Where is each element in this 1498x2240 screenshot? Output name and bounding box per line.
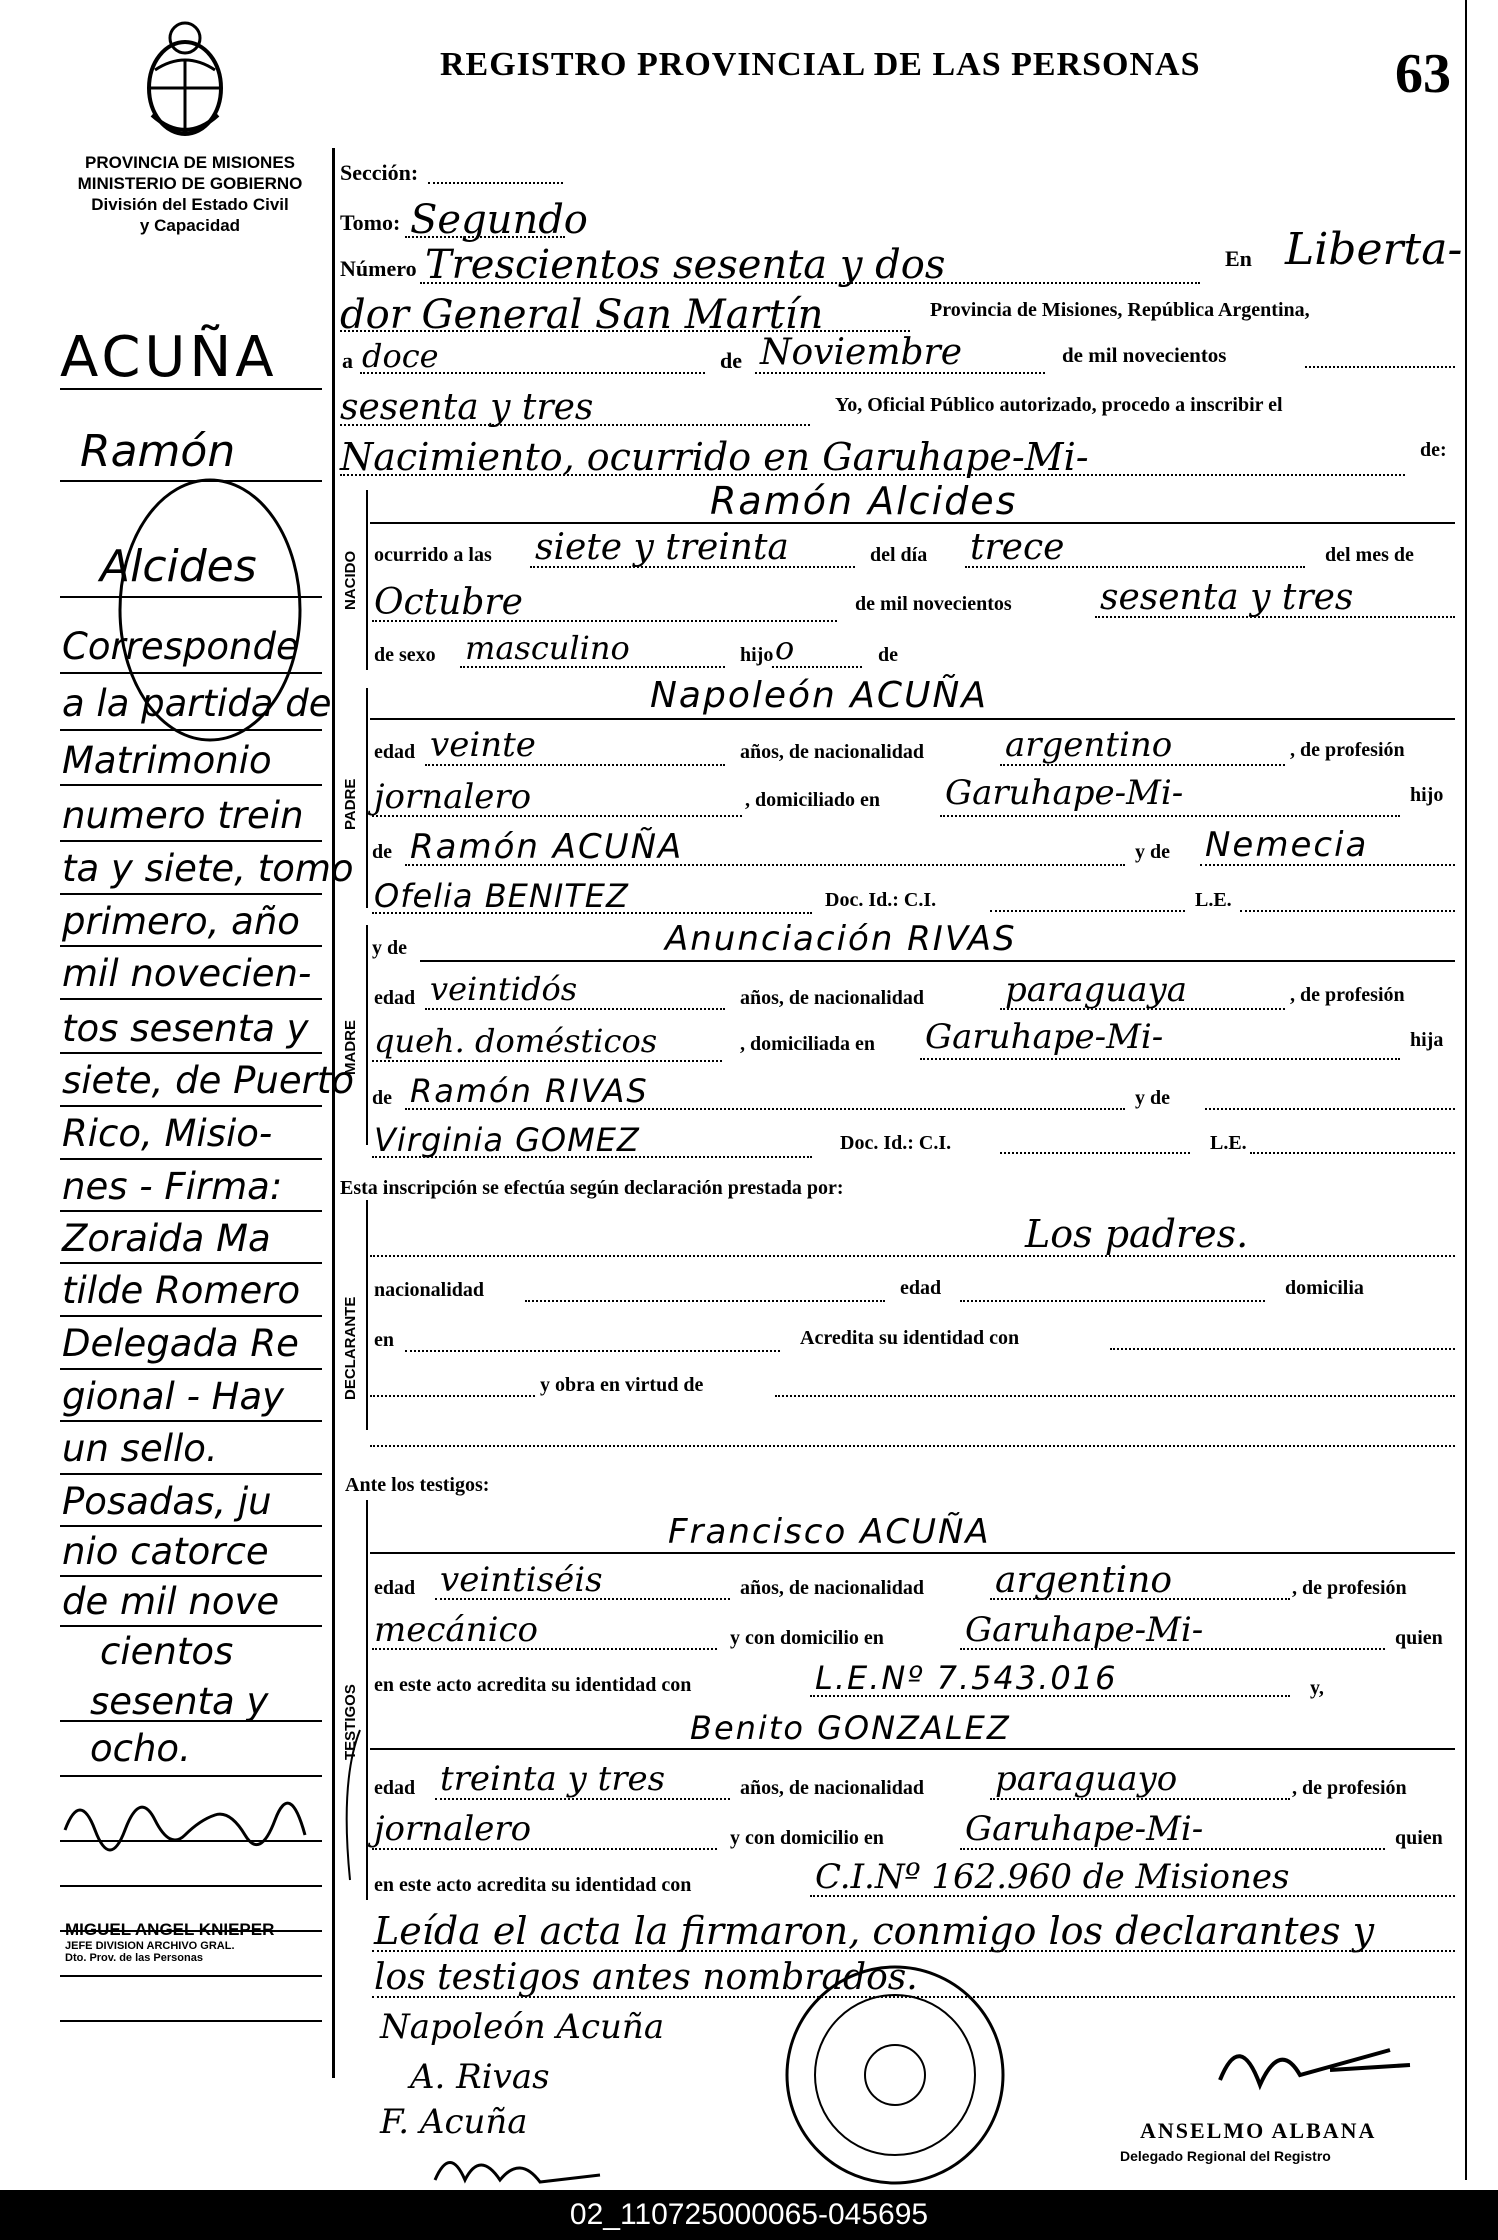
- nac-label: años, de nacionalidad: [740, 1777, 924, 1799]
- w1-edad-line: [435, 1598, 730, 1600]
- declarante-line: [370, 1255, 1455, 1257]
- hija-label: hija: [1410, 1029, 1444, 1051]
- de-madre-label: de: [372, 1087, 392, 1109]
- dom-label: y con domicilio en: [730, 1827, 884, 1849]
- oficial-text: Yo, Oficial Público autorizado, procedo a inscribir el: [835, 394, 1283, 416]
- w2-id-line: [810, 1895, 1455, 1897]
- mother-of-father-1: Nemecia: [1205, 825, 1369, 865]
- divider: [60, 1368, 322, 1370]
- nac-value: paraguaya: [1005, 970, 1187, 1010]
- page-number: 63: [1395, 43, 1451, 105]
- name-line: [370, 718, 1455, 720]
- name-line: [370, 1552, 1455, 1554]
- stamp-line: JEFE DIVISION ARCHIVO GRAL.: [65, 1940, 235, 1952]
- testigos-intro: Ante los testigos:: [345, 1474, 490, 1496]
- note-line: a la partida de: [62, 682, 332, 725]
- witness1-name: Francisco ACUÑA: [668, 1512, 991, 1552]
- w2-prof-value: jornalero: [374, 1809, 532, 1849]
- divider: [60, 1105, 322, 1107]
- divider: [60, 388, 322, 390]
- hijo-line: [772, 666, 862, 668]
- mother-line: [1205, 1108, 1455, 1110]
- father-line: [405, 864, 1125, 866]
- nac-label: años, de nacionalidad: [740, 1577, 924, 1599]
- year-born-value: sesenta y tres: [1100, 577, 1354, 618]
- official-title: Delegado Regional del Registro: [1120, 2148, 1331, 2164]
- w1-prof-line: [372, 1648, 717, 1650]
- name-line: [420, 960, 1455, 962]
- nac-value: argentino: [1005, 725, 1173, 765]
- prof-label: , de profesión: [1292, 1577, 1407, 1599]
- edad-label: edad: [374, 1577, 416, 1599]
- dec-acredita-line: [1110, 1348, 1455, 1350]
- prof-line: [372, 815, 742, 817]
- w2-dom-value: Garuhape-Mi-: [965, 1809, 1204, 1849]
- numero-value: Trescientos sesenta y dos: [425, 242, 946, 288]
- seccion-line: [428, 182, 563, 184]
- de-padre-label: de: [372, 841, 392, 863]
- le-line: [1240, 910, 1455, 912]
- dom-line: [940, 815, 1400, 817]
- month-born-value: Octubre: [374, 582, 523, 623]
- divider: [60, 1420, 322, 1422]
- month-value: Noviembre: [760, 332, 963, 373]
- padre-name: Napoleón ACUÑA: [650, 675, 988, 716]
- note-line: tos sesenta y: [62, 1007, 309, 1050]
- mother-line-2: [372, 1156, 812, 1158]
- witness2-name: Benito GONZALEZ: [690, 1709, 1011, 1747]
- divider: [60, 729, 322, 731]
- column-divider: [332, 148, 335, 2078]
- madre-label: MADRE: [342, 1020, 359, 1075]
- section-bracket: [366, 925, 368, 1145]
- divider: [60, 672, 322, 674]
- seccion-label: Sección:: [340, 160, 419, 185]
- event-line: [340, 474, 1405, 476]
- edad-label: edad: [900, 1277, 942, 1299]
- prof-value: queh. domésticos: [374, 1022, 658, 1060]
- closing-line: [372, 1950, 1455, 1952]
- nac-line: [1000, 764, 1285, 766]
- a-label: a: [342, 348, 353, 373]
- document-title: REGISTRO PROVINCIAL DE LAS PERSONAS: [440, 46, 1201, 83]
- day-born-value: trece: [970, 527, 1065, 568]
- declarante-label: DECLARANTE: [342, 1296, 359, 1400]
- edad-label: edad: [374, 987, 416, 1009]
- divider: [60, 1315, 322, 1317]
- nac-line: [1000, 1008, 1285, 1010]
- issuing-authority: [40, 152, 340, 236]
- w1-dom-line: [960, 1648, 1385, 1650]
- acto-label: en este acto acredita su identidad con: [374, 1674, 692, 1696]
- note-line: sesenta y: [90, 1680, 269, 1723]
- y-label: y,: [1310, 1677, 1324, 1699]
- authority-line: y Capacidad: [139, 216, 241, 235]
- prof-line: [372, 1060, 722, 1062]
- edad-line: [425, 764, 725, 766]
- dom-label: , domiciliada en: [740, 1033, 876, 1055]
- closing-line-2: los testigos antes nombrados.: [374, 1957, 918, 1998]
- section-bracket: [366, 1500, 368, 1900]
- mother-of-mother: Virginia GOMEZ: [374, 1121, 640, 1159]
- note-line: Zoraida Ma: [62, 1217, 271, 1260]
- note-line: numero trein: [62, 794, 304, 837]
- name-line: [370, 522, 1455, 524]
- dom-value: Garuhape-Mi-: [945, 773, 1184, 813]
- mother-line: [1200, 864, 1455, 866]
- dom-line: [920, 1058, 1400, 1060]
- signature-1: Napoleón Acuña: [380, 2007, 665, 2047]
- prof-value: jornalero: [374, 777, 532, 817]
- del-mes-label: del mes de: [1325, 544, 1414, 566]
- prof-label: , de profesión: [1290, 984, 1405, 1006]
- mil-born-label: de mil novecientos: [855, 593, 1012, 615]
- prof-label: , de profesión: [1290, 739, 1405, 761]
- divider: [60, 1210, 322, 1212]
- note-line: mil novecien-: [62, 952, 312, 995]
- note-line: ta y siete, tomo: [62, 847, 354, 890]
- divider: [60, 1775, 322, 1777]
- nac-label: años, de nacionalidad: [740, 741, 924, 763]
- right-border: [1465, 0, 1467, 2180]
- le-line: [1250, 1152, 1455, 1154]
- de-colon: de:: [1420, 439, 1447, 461]
- divider: [60, 998, 322, 1000]
- edad-label: edad: [374, 741, 416, 763]
- day-line: [360, 372, 705, 374]
- edad-label: edad: [374, 1777, 416, 1799]
- w1-id-value: L.E.Nº 7.543.016: [815, 1659, 1118, 1697]
- w2-id-value: C.I.Nº 162.960 de Misiones: [815, 1857, 1290, 1897]
- year-value: sesenta y tres: [340, 387, 594, 428]
- en-label: En: [1225, 246, 1252, 271]
- sexo-label: de sexo: [374, 644, 436, 666]
- divider: [60, 596, 322, 598]
- doc-label: Doc. Id.: C.I.: [840, 1132, 952, 1154]
- le-label: L.E.: [1195, 889, 1232, 911]
- w1-dom-value: Garuhape-Mi-: [965, 1610, 1204, 1650]
- provincia-text: Provincia de Misiones, República Argentina,: [930, 299, 1310, 321]
- doc-label: Doc. Id.: C.I.: [825, 889, 937, 911]
- note-line: cientos: [100, 1630, 234, 1673]
- mil-novecientos: de mil novecientos: [1062, 343, 1227, 367]
- note-line: de mil nove: [62, 1580, 280, 1623]
- ocurrido-label: ocurrido a las: [374, 544, 492, 566]
- del-dia-label: del día: [870, 544, 928, 566]
- note-line: Matrimonio: [62, 739, 272, 782]
- w2-nac-value: paraguayo: [995, 1759, 1178, 1799]
- note-line: Posadas, ju: [62, 1480, 272, 1523]
- dom-label: y con domicilio en: [730, 1627, 884, 1649]
- official-signature: [1210, 2030, 1430, 2110]
- day-born-line: [965, 566, 1305, 568]
- doc-line: [1000, 1152, 1190, 1154]
- section-bracket: [366, 1200, 368, 1430]
- time-value: siete y treinta: [535, 527, 789, 568]
- official-stamp: [65, 1920, 335, 1964]
- nacido-name: Ramón Alcides: [710, 479, 1018, 523]
- domicilia-label: domicilia: [1285, 1277, 1364, 1299]
- w2-dom-line: [960, 1848, 1385, 1850]
- hijo-label: hijo: [740, 644, 774, 666]
- dec-obra-line: [775, 1395, 1455, 1397]
- w1-nac-line: [990, 1598, 1290, 1600]
- w1-nac-value: argentino: [995, 1560, 1173, 1601]
- note-line: Corresponde: [62, 625, 299, 668]
- nac-label: años, de nacionalidad: [740, 987, 924, 1009]
- y-de-label: y de: [372, 937, 407, 959]
- acredita-label: Acredita su identidad con: [800, 1327, 1020, 1349]
- event-value: Nacimiento, ocurrido en Garuhape-Mi-: [340, 435, 1089, 479]
- w2-edad-line: [435, 1798, 730, 1800]
- declarante-intro: Esta inscripción se efectúa según declaración prestada por:: [340, 1177, 844, 1199]
- given-name-1: Ramón: [80, 426, 236, 477]
- dom-label: , domiciliado en: [745, 789, 881, 811]
- de-nacido-label: de: [878, 644, 898, 666]
- dec-obra-line-left: [370, 1395, 535, 1397]
- divider: [60, 893, 322, 895]
- nacido-label: NACIDO: [342, 550, 359, 610]
- section-bracket: [366, 688, 368, 908]
- note-line: Delegada Re: [62, 1322, 299, 1365]
- w2-prof-line: [372, 1848, 717, 1850]
- tomo-label: Tomo:: [340, 210, 401, 235]
- divider: [60, 945, 322, 947]
- note-line: ocho.: [90, 1727, 191, 1770]
- le-label: L.E.: [1210, 1132, 1247, 1154]
- yde-label: y de: [1135, 841, 1170, 863]
- given-name-2: Alcides: [100, 541, 257, 592]
- nacionalidad-label: nacionalidad: [374, 1279, 485, 1301]
- edad-value: veinte: [430, 725, 536, 765]
- edad-value: veintidós: [430, 970, 578, 1008]
- madre-name: Anunciación RIVAS: [665, 919, 1017, 959]
- tomo-line: [405, 236, 565, 238]
- sexo-line: [460, 666, 725, 668]
- hijo-padre-label: hijo: [1410, 784, 1444, 806]
- scribble-signature: [430, 2140, 610, 2195]
- day-value: doce: [362, 337, 439, 375]
- stamp-line: Dto. Prov. de las Personas: [65, 1952, 203, 1964]
- time-line: [530, 566, 855, 568]
- divider: [60, 1262, 322, 1264]
- authority-line: MINISTERIO DE GOBIERNO: [77, 174, 303, 193]
- numero-label: Número: [340, 256, 417, 281]
- surname: ACUÑA: [60, 325, 278, 390]
- doc-line: [990, 910, 1185, 912]
- w1-id-line: [810, 1695, 1290, 1697]
- authority-line: División del Estado Civil: [91, 195, 289, 214]
- month-line: [755, 372, 1045, 374]
- de-label: de: [720, 348, 742, 373]
- dec-extra-line: [370, 1445, 1455, 1447]
- note-line: siete, de Puerto: [62, 1059, 355, 1102]
- w2-nac-line: [990, 1798, 1290, 1800]
- closing-line-1: Leída el acta la firmaron, conmigo los declarantes y: [374, 1909, 1375, 1953]
- testigos-label: TESTIGOS: [342, 1684, 359, 1760]
- year-born-line: [1095, 616, 1455, 618]
- dec-nac-line: [525, 1300, 885, 1302]
- divider: [60, 1473, 322, 1475]
- note-line: primero, año: [62, 900, 300, 943]
- margin-signature: [60, 1780, 330, 1860]
- note-line: nes - Firma:: [62, 1165, 283, 1208]
- name-line: [370, 1748, 1455, 1750]
- father-line: [405, 1108, 1125, 1110]
- note-line: Rico, Misio-: [62, 1112, 273, 1155]
- signature-3: F. Acuña: [380, 2102, 528, 2142]
- edad-line: [425, 1008, 725, 1010]
- quien-label: quien: [1395, 1627, 1443, 1649]
- dec-en-line: [405, 1350, 780, 1352]
- obra-label: y obra en virtud de: [540, 1374, 704, 1396]
- mother-line-2: [372, 912, 812, 914]
- father-of-father: Ramón ACUÑA: [410, 827, 684, 867]
- numero-line: [420, 282, 1200, 284]
- official-name: ANSELMO ALBANA: [1140, 2118, 1377, 2143]
- official-seal-icon: [780, 1960, 1010, 2190]
- signature-2: A. Rivas: [410, 2057, 550, 2097]
- note-line: nio catorce: [62, 1530, 269, 1573]
- divider: [60, 1575, 322, 1577]
- acto-label: en este acto acredita su identidad con: [374, 1874, 692, 1896]
- divider: [60, 1975, 322, 1977]
- document-code: 02_110725000065-045695: [0, 2190, 1498, 2240]
- w1-edad-value: veintiséis: [440, 1560, 603, 1600]
- authority-line: PROVINCIA DE MISIONES: [84, 153, 295, 172]
- divider: [60, 1158, 322, 1160]
- mother-of-father-2: Ofelia BENITEZ: [374, 877, 629, 915]
- divider: [60, 1525, 322, 1527]
- declarante-value: Los padres.: [1025, 1212, 1249, 1256]
- note-line: un sello.: [62, 1427, 218, 1470]
- note-line: tilde Romero: [62, 1269, 301, 1312]
- place-value-2: dor General San Martín: [340, 292, 824, 338]
- sexo-value: masculino: [465, 629, 630, 667]
- tomo-value: Segundo: [410, 197, 588, 243]
- divider: [60, 1052, 322, 1054]
- section-bracket: [366, 490, 368, 670]
- divider: [60, 1885, 322, 1887]
- coat-of-arms-icon: [130, 10, 240, 150]
- divider: [60, 840, 322, 842]
- padre-label: PADRE: [342, 778, 359, 830]
- divider: [60, 784, 322, 786]
- hijo-value: o: [775, 629, 795, 667]
- stamp-line: MIGUEL ANGEL KNIEPER: [65, 1920, 275, 1939]
- en-label: en: [374, 1329, 394, 1351]
- mil-line: [1305, 366, 1455, 368]
- month-born-line: [372, 620, 837, 622]
- divider: [60, 1720, 322, 1722]
- father-of-mother: Ramón RIVAS: [410, 1072, 649, 1110]
- prof-label: , de profesión: [1292, 1777, 1407, 1799]
- dom-value: Garuhape-Mi-: [925, 1017, 1164, 1057]
- note-line: gional - Hay: [62, 1375, 285, 1418]
- w2-edad-value: treinta y tres: [440, 1759, 666, 1799]
- divider: [60, 1625, 322, 1627]
- year-line: [340, 424, 810, 426]
- dec-edad-line: [960, 1300, 1265, 1302]
- w1-prof-value: mecánico: [374, 1610, 538, 1650]
- yde-label: y de: [1135, 1087, 1170, 1109]
- quien-label: quien: [1395, 1827, 1443, 1849]
- divider: [60, 2020, 322, 2022]
- place-value-1: Liberta-: [1285, 224, 1463, 275]
